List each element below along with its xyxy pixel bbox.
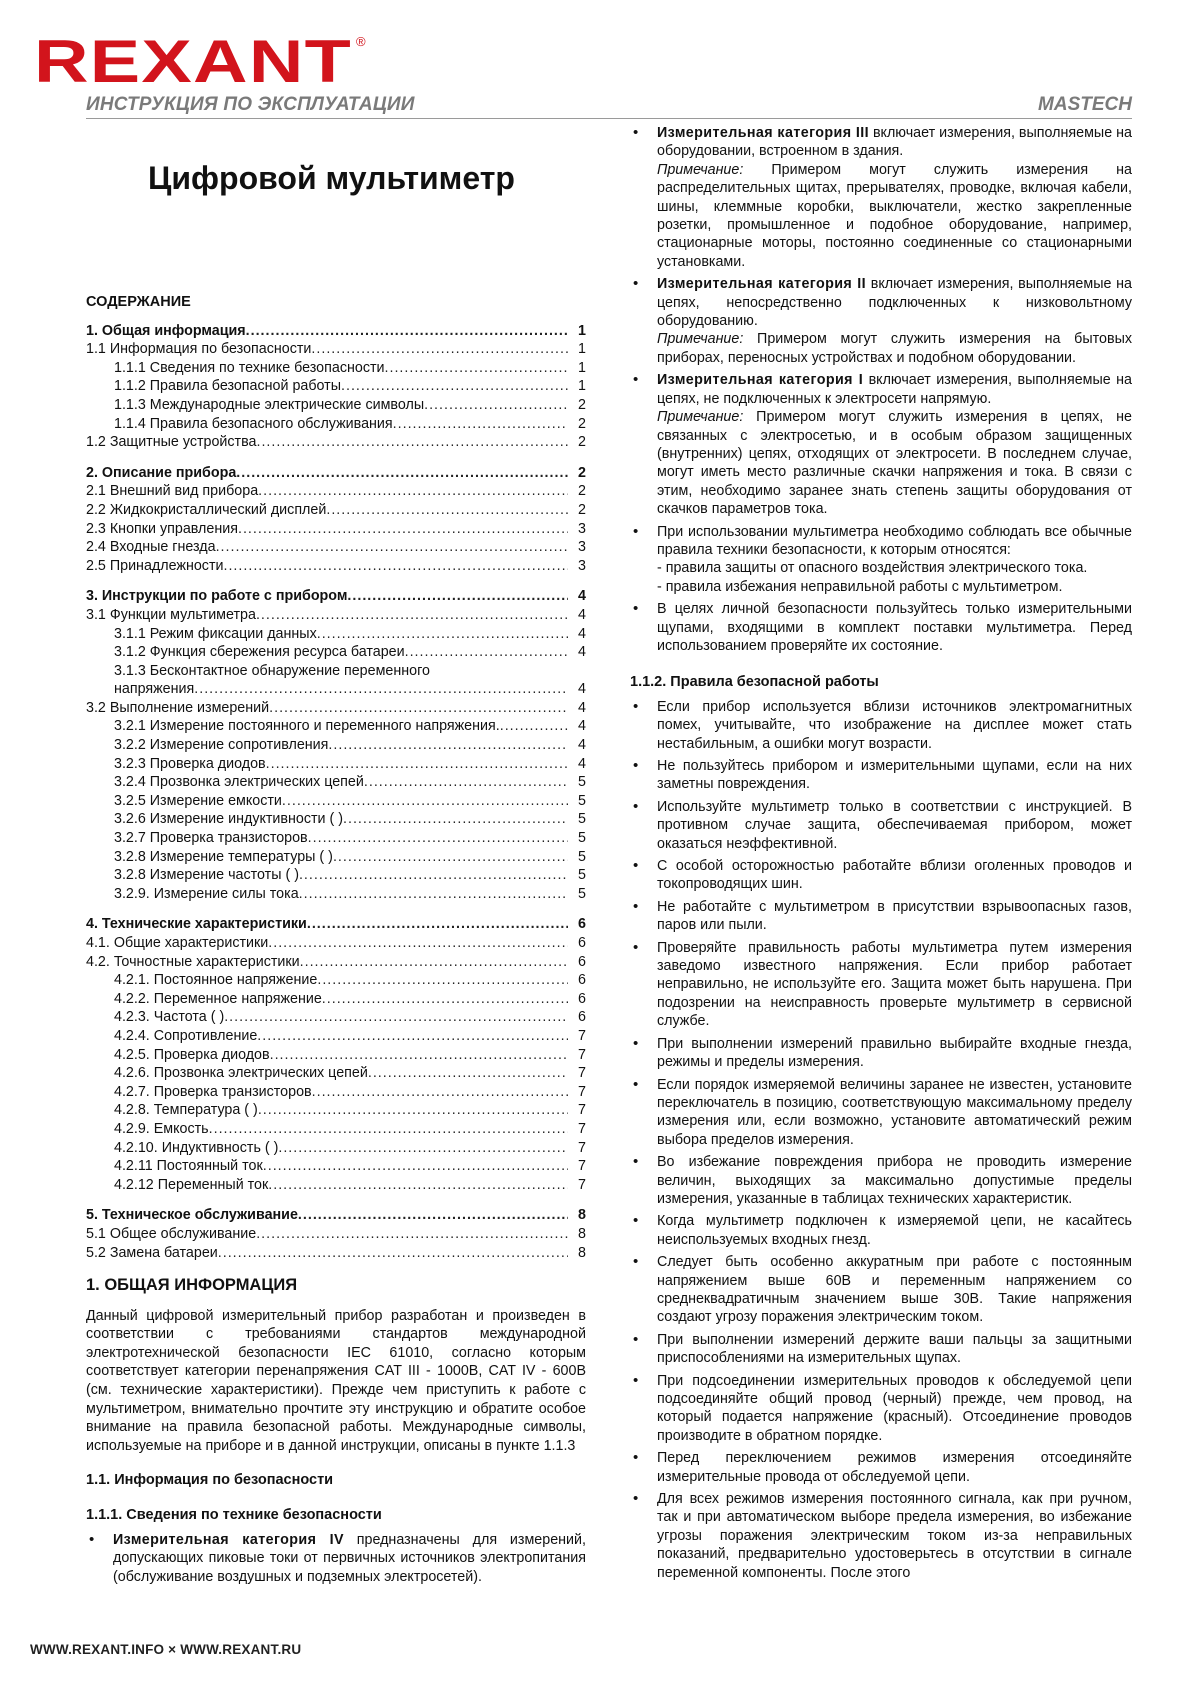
note-label: Примечание: — [657, 161, 744, 178]
safety-category-list-left — [86, 1531, 586, 1587]
toc-entry-title: напряжения — [114, 681, 195, 698]
toc-entry — [86, 587, 586, 606]
toc-entry-title: 3.2.3 Проверка диодов — [114, 755, 266, 772]
toc-page-number: 4 — [578, 588, 586, 605]
toc-dot-leader — [317, 625, 568, 644]
section-1-1-heading: 1.1. Информация по безопасности — [86, 1472, 334, 1489]
toc-entry-title: 4.2.8. Температура ( ) — [114, 1102, 258, 1119]
toc-dot-leader — [266, 755, 568, 774]
toc-dot-leader — [194, 680, 568, 699]
category-ii-text: включает измерения, выполняемые на цепях, непосредственно подключенных к низковольтному оборудованию. — [657, 276, 1132, 330]
rexant-logo — [30, 26, 382, 92]
toc-entry — [86, 340, 586, 359]
toc-entry — [86, 625, 586, 644]
category-iii-label: Измерительная категория III — [657, 125, 869, 141]
toc-page-number: 4 — [578, 606, 586, 623]
safety-rule-item: • Для всех режимов измерения постоянного сигнала, как при ручном, так и при автоматическом выборе предела измерения, во избежание угрозы поражения электрическим током из-за неправильных показаний, предварительно удостоверьтесь в отсутствии в сигнале переменной компоненты. После этого — [630, 1490, 1132, 1582]
toc-group — [86, 1206, 586, 1262]
safety-rule-item: • Если прибор используется вблизи источников электромагнитных помех, учитывайте, что изображение на дисплее может стать нестабильным, а ошибки могут возрасти. — [630, 698, 1132, 753]
toc-entry — [86, 606, 586, 625]
toc-page-number: 5 — [578, 792, 586, 809]
toc-page-number: 7 — [578, 1158, 586, 1175]
right-column — [630, 124, 1132, 1586]
toc-entry-title: 4.2.7. Проверка транзисторов — [114, 1083, 312, 1100]
toc-page-number: 3 — [578, 539, 586, 556]
section-1-1-1-heading: 1.1.1. Сведения по технике безопасности — [86, 1507, 382, 1524]
toc-page-number: 5 — [578, 830, 586, 847]
toc-dot-leader — [278, 1139, 568, 1158]
probes-text: В целях личной безопасности пользуйтесь только измерительными щупами, входящими в комплект поставки мультиметра. Перед использованием проверяйте их состояние. — [657, 601, 1132, 654]
toc-entry-title: 4.2.10. Индуктивность ( ) — [114, 1139, 279, 1156]
toc-entry-title: 3.2.8 Измерение частоты ( ) — [114, 867, 299, 884]
toc-entry — [86, 848, 586, 867]
safety-rules-list — [630, 698, 1132, 1582]
toc-dot-leader — [500, 717, 568, 736]
toc-entry-title: 4.2.5. Проверка диодов — [114, 1046, 270, 1063]
toc-dot-leader — [223, 557, 568, 576]
toc-entry — [86, 557, 586, 576]
toc-page-number: 1 — [578, 341, 586, 358]
table-of-contents — [86, 322, 586, 1263]
logo-wordmark: REXANT — [34, 28, 352, 92]
toc-entry-title: 3. Инструкции по работе с прибором — [86, 588, 348, 605]
toc-entry-title: 2.2 Жидкокристаллический дисплей — [86, 501, 327, 518]
toc-entry-title: 3.2.7 Проверка транзисторов — [114, 830, 308, 847]
note-label: Примечание: — [657, 409, 744, 426]
toc-entry-title: 1.1.4 Правила безопасного обслуживания — [114, 415, 393, 432]
toc-page-number: 5 — [578, 885, 586, 902]
toc-page-number: 4 — [578, 681, 586, 698]
toc-dot-leader — [256, 433, 568, 452]
toc-entry-title: 3.2.1 Измерение постоянного и переменного напряжения. — [114, 718, 500, 735]
toc-dot-leader — [312, 1083, 568, 1102]
toc-entry — [86, 1101, 586, 1120]
toc-entry — [86, 829, 586, 848]
safety-rule-item: • Во избежание повреждения прибора не проводить измерение величин, выходящих за максимально допустимые пределы измерения, указанные в таблицах технических характеристик. — [630, 1153, 1132, 1208]
toc-entry-title: 3.2.6 Измерение индуктивности ( ) — [114, 811, 344, 828]
toc-entry — [86, 322, 586, 341]
toc-entry-title: 1.1.1 Сведения по технике безопасности — [114, 359, 385, 376]
toc-dot-leader — [258, 482, 568, 501]
safety-rule-item: • С особой осторожностью работайте вблизи оголенных проводов и токопроводящих шин. — [630, 857, 1132, 894]
category-iii-note: Примером могут служить измерения на распределительных щитах, прерывателях, проводке, включая кабели, шины, клеммные коробки, выключатели, жестко закрепленные розетки, промышленное и подобное оборудование, например, стационарные моторы, постоянно соединенные со стационарными установками. — [657, 161, 1132, 270]
toc-dot-leader — [298, 1206, 568, 1225]
category-i-text: включает измерения, выполняемые на цепях, не подключенных к электросети напрямую. — [657, 372, 1132, 407]
toc-page-number: 3 — [578, 520, 586, 537]
toc-dot-leader — [224, 1008, 568, 1027]
toc-page-number: 8 — [578, 1207, 586, 1224]
header-divider — [86, 118, 1132, 119]
toc-dot-leader — [258, 1101, 568, 1120]
toc-entry — [86, 501, 586, 520]
category-ii-note: Примером могут служить измерения на бытовых приборах, переносных устройствах и подобном оборудовании. — [657, 331, 1132, 366]
toc-entry — [86, 1008, 586, 1027]
toc-page-number: 7 — [578, 1046, 586, 1063]
safety-category-list-right — [630, 124, 1132, 655]
toc-entry-title: 1.1 Информация по безопасности — [86, 341, 312, 358]
toc-dot-leader — [405, 643, 568, 662]
toc-entry — [86, 990, 586, 1009]
toc-dot-leader — [385, 359, 569, 378]
toc-dot-leader — [424, 396, 568, 415]
toc-entry — [86, 377, 586, 396]
toc-dot-leader — [238, 520, 568, 539]
toc-page-number: 5 — [578, 848, 586, 865]
toc-dot-leader — [209, 1120, 568, 1139]
toc-page-number: 1 — [578, 359, 586, 376]
toc-page-number: 5 — [578, 811, 586, 828]
toc-dot-leader — [218, 1244, 568, 1263]
toc-entry — [86, 953, 586, 972]
toc-dot-leader — [364, 773, 568, 792]
toc-entry — [86, 1139, 586, 1158]
toc-group — [86, 915, 586, 1194]
left-column — [86, 293, 586, 1590]
toc-dot-leader — [256, 606, 568, 625]
toc-page-number: 2 — [578, 434, 586, 451]
toc-page-number: 7 — [578, 1027, 586, 1044]
category-i-label: Измерительная категория I — [657, 372, 864, 389]
category-iii-text: включает измерения, выполняемые на оборудовании, встроенном в здания. — [657, 125, 1132, 160]
category-ii-label: Измерительная категория II — [657, 276, 867, 293]
toc-dot-leader — [307, 915, 568, 934]
toc-entry — [86, 773, 586, 792]
safety-rule-item: • Используйте мультиметр только в соответствии с инструкцией. В противном случае защита, обеспечиваемая прибором, может оказаться неэффективной. — [630, 798, 1132, 853]
toc-entry-title: 3.2.8 Измерение температуры ( ) — [114, 848, 333, 865]
toc-entry — [86, 1027, 586, 1046]
toc-entry — [86, 1157, 586, 1176]
toc-entry — [86, 810, 586, 829]
toc-entry-title: 1.1.2 Правила безопасной работы — [114, 378, 342, 395]
toc-dot-leader — [328, 736, 568, 755]
safety-rule-item: • Не работайте с мультиметром в присутствии взрывоопасных газов, паров или пыли. — [630, 898, 1132, 935]
toc-page-number: 7 — [578, 1139, 586, 1156]
toc-entry — [86, 1244, 586, 1263]
toc-dot-leader — [299, 866, 568, 885]
toc-entry — [86, 792, 586, 811]
toc-entry — [86, 1120, 586, 1139]
toc-page-number: 5 — [578, 867, 586, 884]
toc-page-number: 2 — [578, 464, 586, 481]
toc-page-number: 2 — [578, 483, 586, 500]
rexant-logo-graphic — [30, 26, 382, 92]
safety-rule-item: • Если порядок измеряемой величины заранее не известен, установите переключатель в позицию, соответствующую максимальному пределу измерения или, если возможно, установите автоматический режим выбора пределов измерения. — [630, 1076, 1132, 1150]
toc-entry — [86, 755, 586, 774]
list-item — [630, 275, 1132, 367]
toc-page-number: 2 — [578, 396, 586, 413]
toc-page-number: 6 — [578, 972, 586, 989]
toc-entry — [86, 1225, 586, 1244]
section-1-intro: Данный цифровой измерительный прибор разработан и произведен в соответствии с требованиями стандартов международной электротехнической безопасности IEC 61010, согласно которым соответствует категории перенапряжения CAT III - 1000В, CAT IV - 600В (см. технические характеристики). Прежде чем приступить к работе с мультиметром, внимательно прочтите эту инструкцию и обратите особое внимание на правила безопасной работы. Международные символы, используемые на приборе и в данной инструкции, описаны в пункте 1.1.3 — [86, 1307, 586, 1454]
toc-entry-title: 1.1.3 Международные электрические символы — [114, 396, 425, 413]
toc-entry — [86, 662, 586, 681]
safety-rule-item: • Когда мультиметр подключен к измеряемой цепи, не касайтесь неиспользуемых входных гнезд. — [630, 1212, 1132, 1249]
list-item — [86, 1531, 586, 1587]
toc-dot-leader — [308, 829, 568, 848]
toc-group — [86, 464, 586, 576]
toc-entry-title: 3.2 Выполнение измерений — [86, 699, 270, 716]
toc-entry-title: 3.2.2 Измерение сопротивления — [114, 737, 329, 754]
toc-entry — [86, 1176, 586, 1195]
toc-entry-title: 2.4 Входные гнезда — [86, 539, 216, 556]
toc-entry — [86, 415, 586, 434]
toc-entry-title: 3.1.3 Бесконтактное обнаружение переменного — [114, 662, 430, 679]
toc-dot-leader — [300, 953, 568, 972]
toc-page-number: 5 — [578, 774, 586, 791]
toc-dot-leader — [341, 377, 568, 396]
toc-entry-title: 4.2.11 Постоянный ток — [114, 1158, 263, 1175]
toc-entry-title: 3.2.5 Измерение емкости — [114, 792, 282, 809]
toc-page-number: 4 — [578, 699, 586, 716]
toc-entry-title: 1.2 Защитные устройства — [86, 434, 257, 451]
list-item — [630, 523, 1132, 597]
toc-dot-leader — [322, 990, 568, 1009]
toc-page-number: 7 — [578, 1120, 586, 1137]
toc-page-number: 4 — [578, 755, 586, 772]
toc-page-number: 7 — [578, 1176, 586, 1193]
toc-entry-title: 4.2.6. Прозвонка электрических цепей — [114, 1065, 368, 1082]
toc-dot-leader — [257, 1027, 568, 1046]
toc-dot-leader — [326, 501, 568, 520]
safety-rule-item: • Перед переключением режимов измерения отсоединяйте измерительные провода от обследуемой цепи. — [630, 1449, 1132, 1486]
toc-entry — [86, 396, 586, 415]
toc-page-number: 3 — [578, 557, 586, 574]
toc-entry-title: 4.2.9. Емкость — [114, 1120, 209, 1137]
toc-entry — [86, 885, 586, 904]
toc-dot-leader — [270, 1046, 568, 1065]
toc-page-number: 1 — [578, 322, 586, 339]
toc-entry — [86, 359, 586, 378]
general-rules-line-1: - правила защиты от опасного воздействия электрического тока. — [657, 560, 1088, 577]
toc-dot-leader — [216, 538, 568, 557]
toc-dot-leader — [269, 699, 568, 718]
toc-entry — [86, 538, 586, 557]
toc-page-number: 6 — [578, 1009, 586, 1026]
toc-dot-leader — [263, 1157, 568, 1176]
category-i-note: Примером могут служить измерения в цепях, не связанных с электросетью, и в особым образом защищенных (внутренних) цепях, отходящих от электросети. В последнем случае, могут иметь место различные скачки напряжения и тока. В связи с этим, необходимо заранее знать степень защиты оборудования от скачков параметров тока. — [657, 409, 1132, 518]
toc-entry-title: 4.2.4. Сопротивление — [114, 1027, 258, 1044]
toc-entry — [86, 464, 586, 483]
toc-entry-title: 2. Описание прибора — [86, 464, 237, 481]
toc-entry-title: 3.1.1 Режим фиксации данных — [114, 625, 317, 642]
toc-page-number: 1 — [578, 378, 586, 395]
document-type-header: ИНСТРУКЦИЯ ПО ЭКСПЛУАТАЦИИ — [86, 94, 415, 115]
footer-websites: WWW.REXANT.INFO × WWW.REXANT.RU — [30, 1642, 302, 1657]
toc-entry-title: 1. Общая информация — [86, 322, 246, 339]
toc-entry-title: 2.5 Принадлежности — [86, 557, 224, 574]
toc-entry — [86, 433, 586, 452]
toc-page-number: 4 — [578, 625, 586, 642]
toc-page-number: 2 — [578, 415, 586, 432]
toc-entry-title: 3.2.9. Измерение силы тока — [114, 885, 299, 902]
toc-entry — [86, 1046, 586, 1065]
section-1-heading: 1. ОБЩАЯ ИНФОРМАЦИЯ — [86, 1276, 298, 1295]
note-label: Примечание: — [657, 331, 744, 348]
toc-entry — [86, 1206, 586, 1225]
toc-group — [86, 322, 586, 452]
toc-entry — [86, 1083, 586, 1102]
toc-entry-title: 5.2 Замена батареи — [86, 1244, 218, 1261]
toc-page-number: 7 — [578, 1102, 586, 1119]
toc-entry-title: 4.2.1. Постоянное напряжение — [114, 972, 318, 989]
toc-page-number: 6 — [578, 916, 586, 933]
toc-entry-title: 5.1 Общее обслуживание — [86, 1225, 257, 1242]
toc-entry — [86, 1064, 586, 1083]
list-item — [630, 124, 1132, 271]
toc-entry — [86, 680, 586, 699]
toc-entry-title: 4.2. Точностные характеристики — [86, 953, 300, 970]
list-item — [630, 371, 1132, 518]
toc-dot-leader — [368, 1064, 568, 1083]
toc-dot-leader — [256, 1225, 568, 1244]
toc-dot-leader — [343, 810, 568, 829]
general-rules-line-2: - правила избежания неправильной работы с мультиметром. — [657, 578, 1063, 595]
toc-entry-title: 4.1. Общие характеристики — [86, 935, 269, 951]
toc-page-number: 4 — [578, 718, 586, 735]
toc-dot-leader — [333, 848, 568, 867]
general-rules-text: При использовании мультиметра необходимо соблюдать все обычные правила техники безопасности, к которым относятся: — [657, 523, 1132, 558]
toc-entry — [86, 699, 586, 718]
manufacturer-header: MASTECH — [1038, 94, 1132, 115]
toc-page-number: 6 — [578, 935, 586, 951]
toc-entry-title: 2.3 Кнопки управления — [86, 520, 238, 537]
toc-dot-leader — [282, 792, 568, 811]
safety-rule-item: • При выполнении измерений держите ваши пальцы за защитными приспособлениями на измерительных щупах. — [630, 1331, 1132, 1368]
toc-dot-leader — [393, 415, 568, 434]
toc-entry-title: 4.2.2. Переменное напряжение — [114, 990, 322, 1007]
toc-dot-leader — [311, 340, 568, 359]
toc-entry — [86, 520, 586, 539]
toc-entry — [86, 736, 586, 755]
toc-group — [86, 587, 586, 903]
category-iv-text: предназначены для измерений, допускающих пиковые токи от первичных источников электропитания (обслуживание воздушных и подземных электросетей). — [113, 1531, 586, 1585]
toc-page-number: 6 — [578, 953, 586, 970]
registered-mark: ® — [356, 34, 366, 49]
toc-page-number: 7 — [578, 1083, 586, 1100]
safety-rule-item: • Проверяйте правильность работы мультиметра путем измерения заведомо известного напряжения. Если прибор работает неправильно, не используйте его. Защита может быть нарушена. При подозрении на неисправность проверьте мультиметр в сервисной службе. — [630, 939, 1132, 1031]
section-1-1-2-heading: 1.1.2. Правила безопасной работы — [630, 674, 879, 691]
toc-page-number: 6 — [578, 990, 586, 1007]
toc-dot-leader — [347, 587, 568, 606]
toc-page-number: 4 — [578, 737, 586, 754]
toc-entry — [86, 866, 586, 885]
category-iv-label: Измерительная категория IV — [113, 1531, 344, 1548]
safety-rule-item: • При выполнении измерений правильно выбирайте входные гнезда, режимы и пределы измерения. — [630, 1035, 1132, 1072]
toc-entry-title: 3.1 Функции мультиметра — [86, 606, 256, 623]
toc-page-number: 8 — [578, 1225, 586, 1242]
toc-entry — [86, 971, 586, 990]
toc-entry — [86, 482, 586, 501]
toc-entry — [86, 915, 586, 934]
toc-entry — [86, 643, 586, 662]
toc-entry-title: 3.1.2 Функция сбережения ресурса батареи — [114, 644, 405, 661]
document-title: Цифровой мультиметр — [148, 160, 515, 196]
toc-heading: СОДЕРЖАНИЕ — [86, 294, 191, 310]
toc-page-number: 4 — [578, 644, 586, 661]
toc-dot-leader — [236, 464, 568, 483]
toc-page-number: 8 — [578, 1244, 586, 1261]
toc-entry-title: 5. Техническое обслуживание — [86, 1207, 298, 1224]
toc-dot-leader — [268, 934, 568, 953]
toc-entry — [86, 717, 586, 736]
safety-rule-item: • При подсоединении измерительных проводов к обследуемой цепи подсоединяйте общий провод (черный) прежде, чем провод, на который подается напряжение (красный). Отсоединение проводов производите в обратном порядке. — [630, 1372, 1132, 1446]
safety-rule-item: • Следует быть особенно аккуратным при работе с постоянным напряжением выше 60В и переменным напряжением со среднеквадратичным значением выше 30В. Такие напряжения создают угрозу поражения электрическим током. — [630, 1253, 1132, 1327]
list-item — [630, 600, 1132, 655]
toc-dot-leader — [268, 1176, 568, 1195]
toc-entry-title: 2.1 Внешний вид прибора — [86, 483, 259, 500]
toc-entry — [86, 934, 586, 953]
toc-entry-title: 4.2.12 Переменный ток — [114, 1176, 269, 1193]
toc-entry-title: 3.2.4 Прозвонка электрических цепей — [114, 774, 364, 791]
safety-rule-item: • Не пользуйтесь прибором и измерительными щупами, если на них заметны повреждения. — [630, 757, 1132, 794]
toc-dot-leader — [299, 885, 568, 904]
toc-page-number: 7 — [578, 1065, 586, 1082]
toc-entry-title: 4.2.3. Частота ( ) — [114, 1009, 225, 1026]
toc-dot-leader — [246, 322, 568, 341]
toc-entry-title: 4. Технические характеристики — [86, 916, 307, 933]
toc-dot-leader — [317, 971, 568, 990]
toc-page-number: 2 — [578, 501, 586, 518]
